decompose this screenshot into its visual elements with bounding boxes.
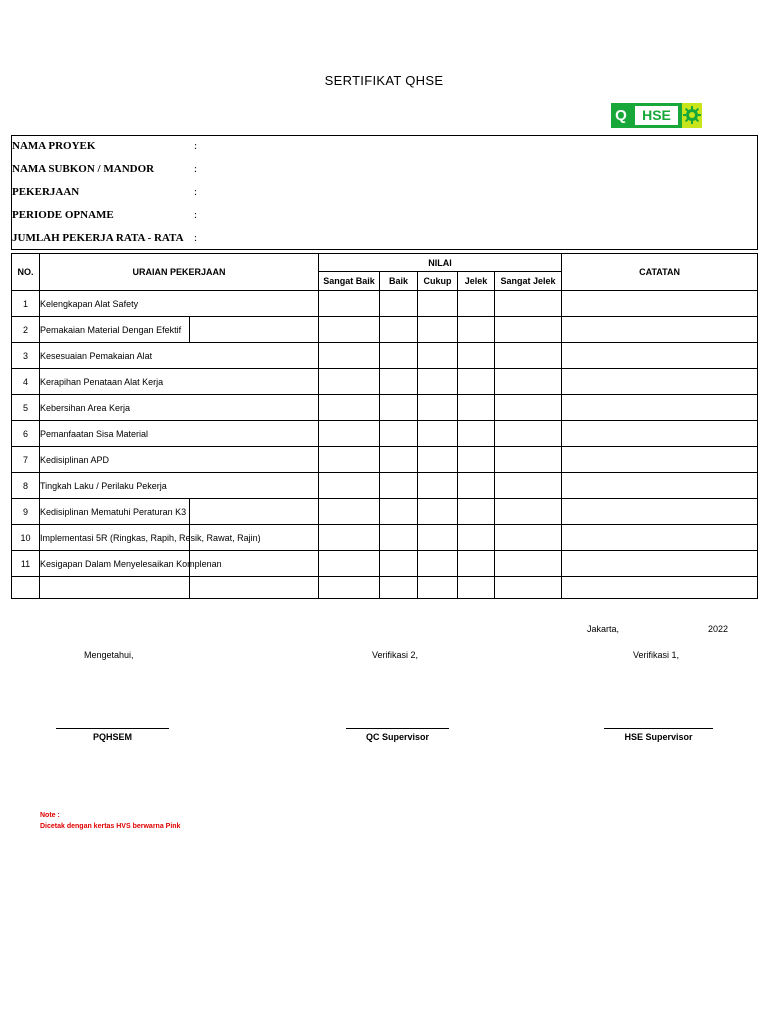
rating-cell[interactable] (380, 421, 418, 447)
row-item-label: Implementasi 5R (Ringkas, Rapih, Resik, Rawat, Rajin) (40, 532, 261, 543)
row-item-label: Kedisiplinan Mematuhi Peraturan K3 (40, 506, 187, 517)
rating-cell[interactable] (418, 577, 458, 599)
rating-cell[interactable] (495, 421, 562, 447)
header-nilai: NILAI (319, 254, 562, 272)
rating-cell[interactable] (380, 291, 418, 317)
rating-cell[interactable] (319, 369, 380, 395)
catatan-cell[interactable] (562, 525, 758, 551)
table-row: 5 Kebersihan Area Kerja (12, 395, 758, 421)
rating-cell[interactable] (458, 343, 495, 369)
rating-cell[interactable] (458, 421, 495, 447)
rating-cell[interactable] (418, 291, 458, 317)
rating-cell[interactable] (319, 421, 380, 447)
rating-cell[interactable] (495, 499, 562, 525)
row-item-label: Kedisiplinan APD (40, 454, 110, 465)
signature-hse-supervisor: HSE Supervisor (624, 732, 693, 742)
rating-cell[interactable] (495, 369, 562, 395)
project-info-box: NAMA PROYEK : NAMA SUBKON / MANDOR : PEKERJAAN : PERIODE OPNAME : JUMLAH PEKERJA RATA - RATA : (11, 135, 758, 250)
rating-cell[interactable] (319, 577, 380, 599)
document-title: SERTIFIKAT QHSE (324, 73, 444, 88)
rating-cell[interactable] (458, 447, 495, 473)
table-row: 4 Kerapihan Penataan Alat Kerja (12, 369, 758, 395)
header-catatan: CATATAN (562, 254, 758, 291)
rating-cell[interactable] (380, 499, 418, 525)
catatan-cell[interactable] (562, 473, 758, 499)
rating-cell[interactable] (319, 551, 380, 577)
place-label: Jakarta, (587, 624, 620, 634)
signature-line-qc (346, 728, 449, 729)
rating-cell[interactable] (380, 317, 418, 343)
rating-cell[interactable] (495, 291, 562, 317)
table-row: 2 Pemakaian Material Dengan Efektif (12, 317, 758, 343)
note-text: Dicetak dengan kertas HVS berwarna Pink (40, 823, 181, 830)
row-item-label: Pemanfaatan Sisa Material (40, 428, 149, 439)
catatan-cell[interactable] (562, 291, 758, 317)
row-item-label: Kesigapan Dalam Menyelesaikan Komplenan (40, 558, 222, 569)
rating-cell[interactable] (319, 395, 380, 421)
rating-cell[interactable] (495, 317, 562, 343)
rating-cell[interactable] (319, 291, 380, 317)
rating-sangat-baik: Sangat Baik (319, 272, 380, 291)
catatan-cell[interactable] (562, 577, 758, 599)
rating-cell[interactable] (458, 291, 495, 317)
signature-line-hse (604, 728, 713, 729)
rating-sangat-jelek: Sangat Jelek (495, 272, 562, 291)
table-row: 9 Kedisiplinan Mematuhi Peraturan K3 (12, 499, 758, 525)
rating-cell[interactable] (380, 447, 418, 473)
verifikasi-1-label: Verifikasi 1, (633, 650, 680, 660)
rating-cell[interactable] (458, 551, 495, 577)
rating-cell[interactable] (418, 525, 458, 551)
header-uraian: URAIAN PEKERJAAN (40, 254, 319, 291)
rating-cell[interactable] (418, 369, 458, 395)
catatan-cell[interactable] (562, 395, 758, 421)
rating-cell[interactable] (495, 447, 562, 473)
logo-letter: Q (611, 103, 631, 128)
rating-cell[interactable] (380, 577, 418, 599)
catatan-cell[interactable] (562, 369, 758, 395)
rating-cell[interactable] (319, 317, 380, 343)
signature-qc-supervisor: QC Supervisor (365, 732, 430, 742)
year-label: 2022 (708, 624, 729, 634)
rating-cell[interactable] (458, 369, 495, 395)
rating-cell[interactable] (418, 447, 458, 473)
gear-icon (683, 106, 701, 124)
rating-cell[interactable] (380, 369, 418, 395)
rating-cell[interactable] (495, 551, 562, 577)
rating-cell[interactable] (319, 447, 380, 473)
row-item-label: Kelengkapan Alat Safety (40, 298, 139, 309)
signature-line-pqhsem (56, 728, 169, 729)
rating-cell[interactable] (380, 343, 418, 369)
rating-cell[interactable] (495, 577, 562, 599)
rating-cell[interactable] (458, 499, 495, 525)
row-item-label: Kerapihan Penataan Alat Kerja (40, 376, 164, 387)
table-row: 6 Pemanfaatan Sisa Material (12, 421, 758, 447)
logo-text: HSE (635, 106, 678, 125)
rating-cell[interactable] (380, 551, 418, 577)
rating-cell[interactable] (418, 499, 458, 525)
rating-cell[interactable] (380, 473, 418, 499)
rating-cell[interactable] (380, 525, 418, 551)
rating-cell[interactable] (458, 525, 495, 551)
rating-cell[interactable] (319, 473, 380, 499)
rating-cukup: Cukup (418, 272, 458, 291)
rating-cell[interactable] (418, 317, 458, 343)
header-no: NO. (12, 254, 40, 291)
rating-cell[interactable] (458, 317, 495, 343)
rating-cell[interactable] (418, 551, 458, 577)
rating-cell[interactable] (319, 525, 380, 551)
rating-cell[interactable] (418, 421, 458, 447)
rating-cell[interactable] (380, 395, 418, 421)
rating-cell[interactable] (495, 395, 562, 421)
mengetahui-label: Mengetahui, (84, 650, 134, 660)
rating-cell[interactable] (495, 473, 562, 499)
row-item-label: Pemakaian Material Dengan Efektif (40, 324, 182, 335)
rating-baik: Baik (380, 272, 418, 291)
table-row: 3 Kesesuaian Pemakaian Alat (12, 343, 758, 369)
catatan-cell[interactable] (562, 421, 758, 447)
rating-cell[interactable] (418, 343, 458, 369)
rating-cell[interactable] (418, 395, 458, 421)
table-row (12, 577, 758, 599)
rating-cell[interactable] (319, 343, 380, 369)
rating-cell[interactable] (418, 473, 458, 499)
catatan-cell[interactable] (562, 499, 758, 525)
catatan-cell[interactable] (562, 317, 758, 343)
table-row: 11 Kesigapan Dalam Menyelesaikan Komplenan (12, 551, 758, 577)
table-row: 7 Kedisiplinan APD (12, 447, 758, 473)
rating-cell[interactable] (319, 499, 380, 525)
assessment-table (11, 253, 758, 599)
table-row: 8 Tingkah Laku / Perilaku Pekerja (12, 473, 758, 499)
table-row: 1 Kelengkapan Alat Safety (12, 291, 758, 317)
signature-pqhsem: PQHSEM (92, 732, 132, 742)
catatan-cell[interactable] (562, 343, 758, 369)
rating-cell[interactable] (458, 473, 495, 499)
row-item-label: Tingkah Laku / Perilaku Pekerja (40, 480, 167, 491)
row-item-label: Kebersihan Area Kerja (40, 402, 131, 413)
row-item-label: Kesesuaian Pemakaian Alat (40, 350, 153, 361)
rating-cell[interactable] (458, 577, 495, 599)
verifikasi-2-label: Verifikasi 2, (372, 650, 419, 660)
note-label: Note : (40, 812, 60, 819)
table-row: 10 Implementasi 5R (Ringkas, Rapih, Resik, Rawat, Rajin) (12, 525, 758, 551)
qhse-logo (611, 103, 702, 128)
rating-cell[interactable] (495, 525, 562, 551)
catatan-cell[interactable] (562, 551, 758, 577)
rating-cell[interactable] (458, 395, 495, 421)
rating-jelek: Jelek (458, 272, 495, 291)
catatan-cell[interactable] (562, 447, 758, 473)
rating-cell[interactable] (495, 343, 562, 369)
